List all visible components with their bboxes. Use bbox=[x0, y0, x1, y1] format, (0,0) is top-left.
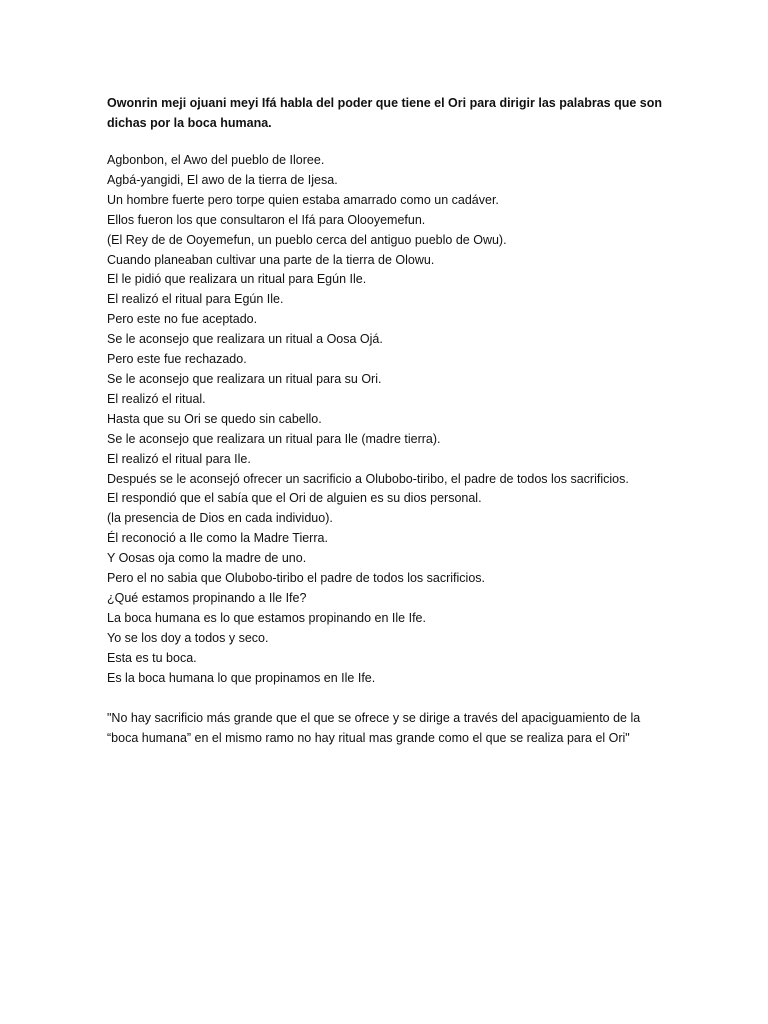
closing-quote: "No hay sacrificio más grande que el que se ofrece y se dirige a través del apaciguamiento de la “boca humana” en el mismo ramo no hay ritual mas grande como el que se realiza para el Ori" bbox=[107, 711, 641, 746]
verse-line: Cuando planeaban cultivar una parte de la tierra de Olowu. bbox=[107, 252, 435, 267]
verse-line: Y Oosas oja como la madre de uno. bbox=[107, 551, 307, 566]
verse-line: Se le aconsejo que realizara un ritual para Ile (madre tierra). bbox=[107, 431, 441, 446]
verse-line: Ellos fueron los que consultaron el Ifá para Olooyemefun. bbox=[107, 212, 426, 227]
document-page bbox=[107, 93, 747, 748]
verse-line: (El Rey de de Ooyemefun, un pueblo cerca del antiguo pueblo de Owu). bbox=[107, 232, 507, 247]
verse-list bbox=[107, 151, 747, 688]
verse-line: ¿Qué estamos propinando a Ile Ife? bbox=[107, 590, 307, 605]
verse-line: Se le aconsejo que realizara un ritual a Oosa Ojá. bbox=[107, 332, 383, 347]
verse-line: Pero este no fue aceptado. bbox=[107, 312, 258, 327]
verse-line: El le pidió que realizara un ritual para Egún Ile. bbox=[107, 272, 367, 287]
verse-line: (la presencia de Dios en cada individuo). bbox=[107, 511, 333, 526]
verse-line: El realizó el ritual para Ile. bbox=[107, 451, 251, 466]
verse-line: La boca humana es lo que estamos propinando en Ile Ife. bbox=[107, 610, 426, 625]
verse-line: Agbonbon, el Awo del pueblo de Iloree. bbox=[107, 153, 325, 167]
verse-line: Pero el no sabia que Olubobo-tiribo el padre de todos los sacrificios. bbox=[107, 571, 485, 586]
verse-line: Pero este fue rechazado. bbox=[107, 352, 247, 367]
verse-line: Yo se los doy a todos y seco. bbox=[107, 630, 269, 645]
verse-line: Hasta que su Ori se quedo sin cabello. bbox=[107, 411, 322, 426]
verse-line: Él reconoció a Ile como la Madre Tierra. bbox=[107, 531, 328, 546]
verse-line: El respondió que el sabía que el Ori de alguien es su dios personal. bbox=[107, 491, 482, 506]
verse-line: El realizó el ritual para Egún Ile. bbox=[107, 292, 284, 307]
verse-line: Agbá-yangidi, El awo de la tierra de Ijesa. bbox=[107, 172, 338, 187]
verse-line: Después se le aconsejó ofrecer un sacrificio a Olubobo-tiribo, el padre de todos los sacrificios. bbox=[107, 471, 629, 486]
verse-line: Esta es tu boca. bbox=[107, 650, 197, 665]
verse-line: Se le aconsejo que realizara un ritual para su Ori. bbox=[107, 371, 382, 386]
document-title: Owonrin meji ojuani meyi Ifá habla del poder que tiene el Ori para dirigir las palabras que son dichas por la boca humana. bbox=[107, 96, 662, 130]
verse-line: Es la boca humana lo que propinamos en Ile Ife. bbox=[107, 670, 376, 685]
verse-line: Un hombre fuerte pero torpe quien estaba amarrado como un cadáver. bbox=[107, 192, 499, 207]
verse-line: El realizó el ritual. bbox=[107, 391, 206, 406]
